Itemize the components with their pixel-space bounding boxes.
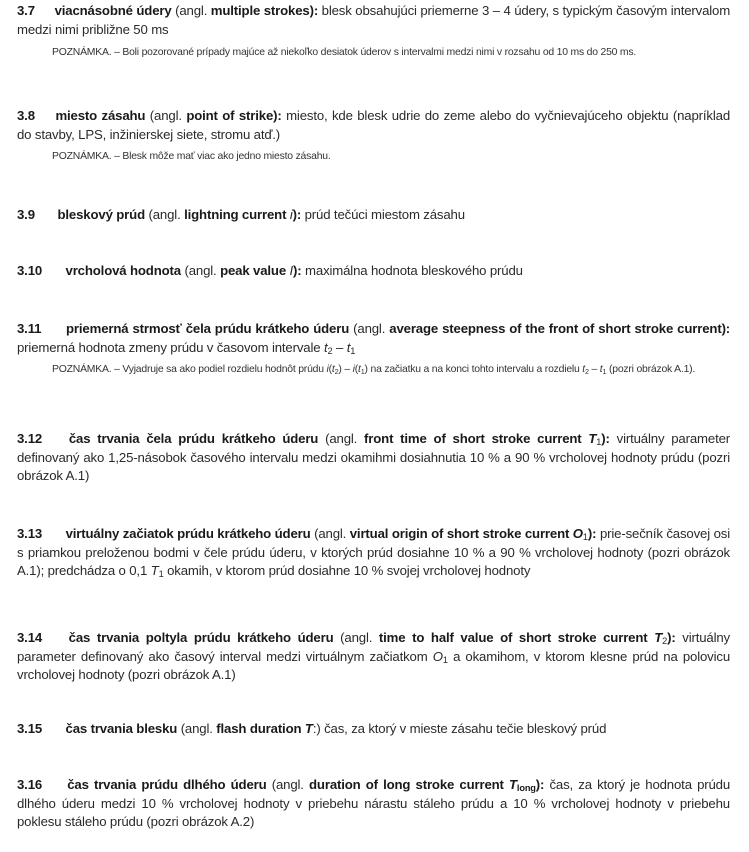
math-t: t <box>331 364 335 375</box>
term-3-13 <box>17 525 730 581</box>
term-number: 3.11 <box>17 321 42 336</box>
term-sk: miesto zásahu <box>55 108 146 123</box>
term-en: average steepness of the front of short stroke current <box>389 321 722 336</box>
symbol-sub: 1 <box>582 532 588 542</box>
term-symbol: O <box>572 526 583 541</box>
term-close: ): <box>587 526 597 541</box>
term-3-14 <box>17 629 730 685</box>
note-text: na začiatku a na konci tohto intervalu a rozdielu <box>367 364 583 375</box>
angl-label: (angl. <box>325 431 358 446</box>
angl-label: (angl. <box>340 630 373 645</box>
term-number: 3.16 <box>17 777 43 792</box>
term-number: 3.10 <box>17 263 43 278</box>
note-3-11: POZNÁMKA. – Vyjadruje sa ako podiel rozdielu hodnôt prúdu $i(t_2) - i(t_1)$ na začiatku a na konci tohto intervalu a rozdielu $t_2 - t_1$ (pozri obrázok A.1). <box>52 364 696 376</box>
term-3-15 <box>17 720 730 739</box>
term-3-9 <box>17 206 730 225</box>
note-3-7: POZNÁMKA. – Boli pozorované prípady majúce až niekoľko desiatok úderov s intervalmi medzi nimi v rozsahu od 10 ms do 250 ms. <box>52 47 637 58</box>
math-t: t <box>358 364 361 375</box>
symbol-sub: 2 <box>662 636 668 646</box>
term-definition: čas, za ktorý v mieste zásahu tečie bleskový prúd <box>324 721 607 736</box>
symbol-sub: long <box>516 783 536 793</box>
term-definition: blesk obsahujúci priemerne 3 – 4 údery, s typickým časovým intervalom medzi nimi približne 50 ms <box>17 3 731 37</box>
term-en: virtual origin of short stroke current <box>349 526 570 541</box>
term-close: ): <box>535 777 545 792</box>
term-sk: priemerná strmosť čela prúdu krátkeho úderu <box>66 321 350 336</box>
math-T: T <box>150 563 159 578</box>
math-sub: 1 <box>602 367 607 376</box>
term-sk: čas trvania blesku <box>65 721 178 736</box>
term-close: ): <box>292 207 302 222</box>
math-minus: – <box>341 364 353 375</box>
term-sk: čas trvania prúdu dlhého úderu <box>67 777 267 792</box>
math-sub: 2 <box>584 367 589 376</box>
term-close: ): <box>273 108 282 123</box>
term-3-8 <box>17 107 730 144</box>
term-definition: okamih, v ktorom prúd dosiahne 10 % svojej vrcholovej hodnoty <box>167 563 531 578</box>
term-definition: virtuálny parameter definovaný ako 1,25-násobok časového intervalu medzi okamihmi dosiahnutia 10 % a 90 % vrcholovej hodnoty prúdu (pozri obrázok A.1) <box>17 431 731 483</box>
math-i: i <box>326 364 329 375</box>
term-close: ): <box>309 3 319 18</box>
math-t: t <box>599 364 603 375</box>
term-symbol: i <box>289 207 293 222</box>
term-definition: priemerná hodnota zmeny prúdu v časovom intervale <box>17 339 321 355</box>
term-sk: čas trvania poltyla prúdu krátkeho úderu <box>68 630 334 645</box>
term-3-10 <box>17 262 730 281</box>
term-close: ): <box>667 630 676 645</box>
note-text: (pozri obrázok A.1). <box>606 364 696 375</box>
term-en: peak value <box>220 263 287 278</box>
term-sk: vrcholová hodnota <box>65 263 181 278</box>
term-3-11 <box>17 320 730 357</box>
term-definition: virtuálny parameter definovaný ako časový interval medzi virtuálnym začiatkom <box>17 630 731 664</box>
term-definition: čas, za ktorý je hodnota prúdu dlhého úderu medzi 10 % vrcholovej hodnoty v priebehu nárastu stáleho prúdu a 10 % vrcholovej hodnoty v priebehu poklesu stáleho prúdu (pozri obrázok A.2) <box>17 777 731 829</box>
term-number: 3.12 <box>17 431 43 446</box>
math-sub: 1 <box>350 345 356 356</box>
note-text: POZNÁMKA. – Vyjadruje sa ako podiel rozdielu hodnôt prúdu <box>52 364 327 375</box>
term-number: 3.7 <box>17 3 35 18</box>
math-minus: – <box>588 364 600 375</box>
term-3-12 <box>17 430 730 486</box>
term-en: flash duration <box>216 721 302 736</box>
term-sk: virtuálny začiatok prúdu krátkeho úderu <box>65 526 311 541</box>
term-en: time to half value of short stroke current <box>378 630 648 645</box>
math-sub: 2 <box>334 367 339 376</box>
math-O: O <box>432 648 443 664</box>
term-definition: a okamihom, v ktorom klesne prúd na polovicu vrcholovej hodnoty (pozri obrázok A.1) <box>17 648 731 682</box>
term-en: duration of long stroke current <box>309 777 504 792</box>
math-minus: – <box>332 339 347 355</box>
term-number: 3.13 <box>17 526 43 541</box>
term-en: front time of short stroke current <box>364 431 582 446</box>
term-definition: prie-sečník časovej osi s priamkou preloženou bodmi v čele prúdu úderu, v ktorých prúd dosiahne 10 % a 90 % vrcholovej hodnoty (pozri obrázok A.1); predchádza o 0,1 <box>17 526 730 578</box>
math-t: t <box>582 364 585 375</box>
math-sub: 1 <box>158 569 164 579</box>
math-sub: 1 <box>360 367 365 376</box>
term-number: 3.14 <box>17 630 43 645</box>
math-sub: 1 <box>442 654 448 665</box>
term-3-7 <box>17 2 730 39</box>
term-definition: maximálna hodnota bleskového prúdu <box>305 263 523 278</box>
term-symbol: T <box>654 630 663 645</box>
term-sk: viacnásobné údery <box>54 3 172 18</box>
term-definition: miesto, kde blesk udrie do zeme alebo do vyčnievajúceho objektu (napríklad do stavby, LPS, inžinierskej siete, stromu atď.) <box>17 108 731 142</box>
term-number: 3.8 <box>17 108 35 123</box>
term-3-16 <box>17 776 730 832</box>
term-number: 3.9 <box>17 207 35 222</box>
term-symbol: T <box>509 777 517 792</box>
angl-label: (angl. <box>149 108 182 123</box>
term-sk: čas trvania čela prúdu krátkeho úderu <box>68 431 319 446</box>
symbol-sub: 1 <box>596 437 602 447</box>
angl-label: (angl. <box>271 777 304 792</box>
math-sub: 2 <box>327 345 333 356</box>
math-t: t <box>323 339 328 355</box>
term-symbol: T <box>588 431 597 446</box>
math-i: i <box>352 364 355 375</box>
term-en: lightning current <box>184 207 287 222</box>
term-definition: prúd tečúci miestom zásahu <box>304 207 465 222</box>
note-3-8: POZNÁMKA. – Blesk môže mať viac ako jedno miesto zásahu. <box>52 151 331 162</box>
term-number: 3.15 <box>17 721 43 736</box>
term-symbol: I <box>289 263 294 278</box>
angl-label: (angl. <box>180 721 213 736</box>
math-t: t <box>346 339 351 355</box>
term-close: :) <box>312 721 321 736</box>
angl-label: (angl. <box>184 263 217 278</box>
term-en: point of strike <box>186 108 274 123</box>
angl-label: (angl. <box>148 207 181 222</box>
angl-label: (angl. <box>175 3 208 18</box>
term-sk: bleskový prúd <box>57 207 145 222</box>
term-close: ): <box>293 263 302 278</box>
term-close: ): <box>601 431 610 446</box>
term-symbol: T <box>304 721 313 736</box>
term-en: multiple strokes <box>210 3 310 18</box>
angl-label: (angl. <box>353 321 386 336</box>
angl-label: (angl. <box>314 526 347 541</box>
term-close: ): <box>721 321 731 336</box>
